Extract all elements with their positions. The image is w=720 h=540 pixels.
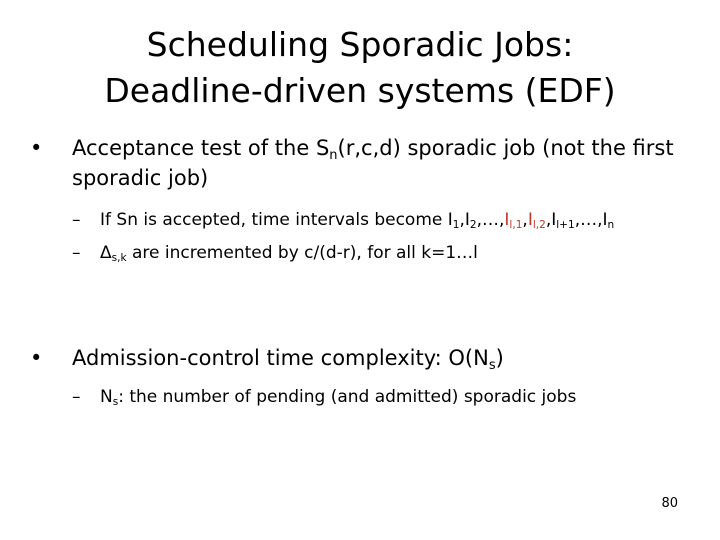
sub-bullet-increment [72, 240, 702, 266]
sub-bullet-pending-jobs [72, 384, 702, 410]
title-line-1: Scheduling Sporadic Jobs: [146, 25, 574, 64]
sub-bullet-text: If Sn is accepted, time intervals become $I_1,I_2,\dots,I_{l,1},I_{l,2},I_{l+1},\dots,I_n$ [100, 210, 615, 232]
sub-bullet-marker: – [72, 387, 81, 407]
sub-bullet-intervals [72, 207, 702, 233]
slide-title [0, 22, 720, 114]
highlighted-interval-2: $I_{l,2}$ [527, 210, 546, 232]
highlighted-interval-1: $I_{l,1}$ [504, 210, 523, 232]
bullet-marker: • [30, 136, 43, 160]
sub-bullet-text: $\Delta_{s,k}$ are incremented by c/(d-r), for all k=1…l [100, 243, 478, 265]
title-line-2: Deadline-driven systems (EDF) [104, 71, 616, 110]
bullet-text: Acceptance test of the $S_n(r,c,d)$ sporadic job (not the first sporadic job) [72, 136, 674, 190]
sub-bullet-marker: – [72, 243, 81, 263]
page-number: 80 [661, 496, 678, 511]
sub-bullet-text: $N_s$: the number of pending (and admitted) sporadic jobs [100, 387, 577, 409]
bullet-text: Admission-control time complexity: $O(N_s)$ [72, 346, 504, 373]
bullet-admission-control [30, 343, 690, 373]
sub-bullet-marker: – [72, 210, 81, 230]
bullet-acceptance-test [30, 133, 690, 193]
bullet-marker: • [30, 346, 43, 370]
